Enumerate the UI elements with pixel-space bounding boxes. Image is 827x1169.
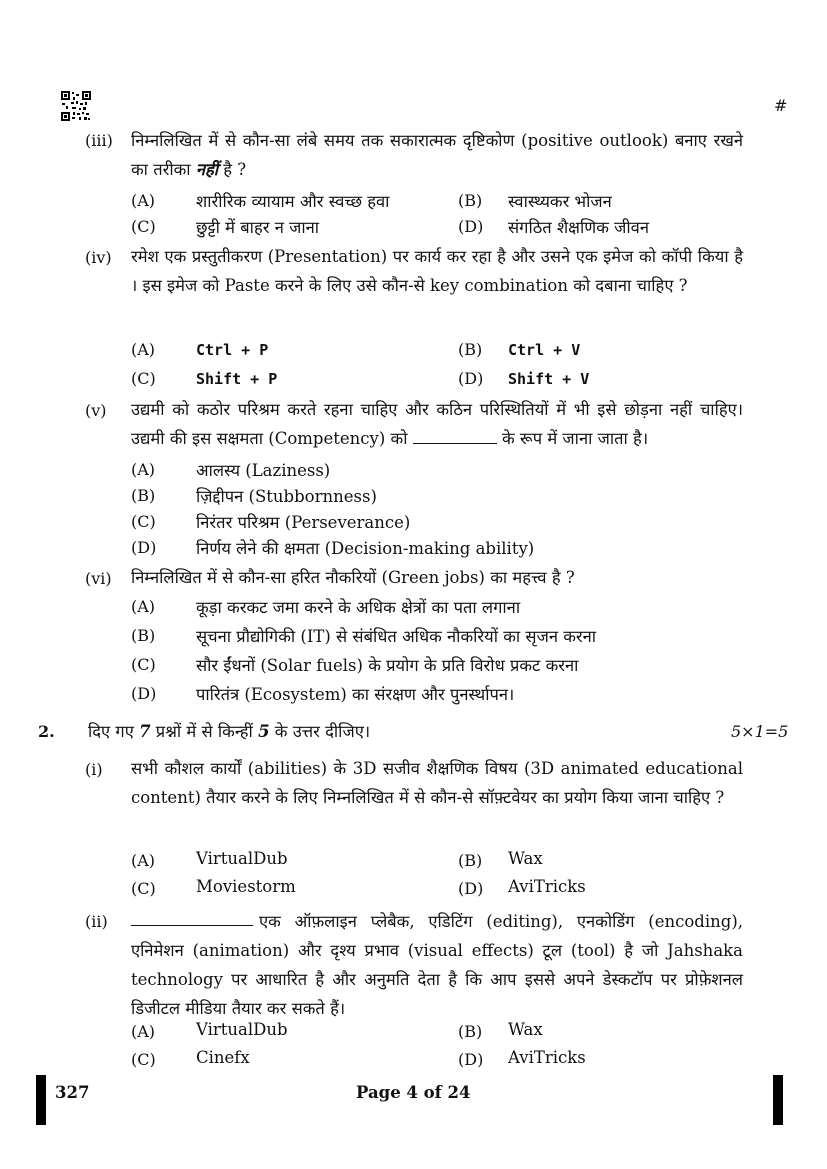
instruction-number: 5 (258, 722, 270, 741)
option-label: (B) (131, 486, 156, 505)
option-text: Cinefx (196, 1048, 250, 1067)
option-text: Ctrl + V (508, 341, 581, 359)
marks: 5×1=5 (731, 722, 789, 741)
option-label: (B) (458, 191, 483, 210)
question-number: (iii) (85, 131, 113, 150)
option-text: AviTricks (508, 1048, 586, 1067)
question-stem: निम्नलिखित में से कौन-सा हरित नौकरियों (Green jobs) का महत्त्व है ? (131, 568, 575, 587)
option-text: कूड़ा करकट जमा करने के अधिक क्षेत्रों का पता लगाना (196, 598, 521, 617)
instruction-text: के उत्तर दीजिए। (269, 722, 371, 741)
option-label: (D) (458, 879, 484, 898)
option-label: (C) (131, 655, 156, 674)
option-text: Wax (508, 1020, 543, 1039)
question-stem (131, 395, 743, 453)
hash-mark: # (774, 96, 788, 115)
option-label: (D) (458, 1050, 484, 1069)
option-label: (B) (458, 1022, 483, 1041)
option-label: (A) (131, 597, 156, 616)
question-stem: सभी कौशल कार्यों (abilities) के 3D सजीव शैक्षणिक विषय (3D animated educational content) तैयार करने के लिए निम्नलिखित में से कौन-से सॉफ़्टवेयर का प्रयोग किया जाना चाहिए ? (131, 759, 743, 807)
footer-bar-right (773, 1075, 783, 1125)
answer-blank (413, 429, 497, 444)
stem-text: के रूप में जाना जाता है। (496, 429, 649, 448)
option-label: (C) (131, 512, 156, 531)
answer-blank (131, 911, 253, 926)
option-text: Shift + P (196, 370, 278, 388)
option-text: VirtualDub (196, 1020, 288, 1039)
instruction-number: 7 (139, 722, 151, 741)
option-label: (A) (131, 1022, 156, 1041)
question-number: 2. (38, 722, 55, 741)
paper-code: 327 (55, 1083, 90, 1102)
option-text: Ctrl + P (196, 341, 269, 359)
option-label: (D) (458, 217, 484, 236)
option-label: (C) (131, 369, 156, 388)
option-text: VirtualDub (196, 849, 288, 868)
option-label: (A) (131, 851, 156, 870)
footer-bar-left (36, 1075, 46, 1125)
instruction-text: प्रश्नों में से किन्हीं (150, 722, 259, 741)
question-stem: एक ऑफ़लाइन प्लेबैक, एडिटिंग (editing), एनकोडिंग (encoding), एनिमेशन (animation) और दृश्य प्रभाव (visual effects) टूल (tool) है जो Jahshaka technology पर आधारित है और अनुमति देता है कि आप इससे अपने डेस्कटॉप पर प्रोफ़ेशनल डिजीटल मीडिया तैयार कर सकते हैं। (131, 912, 743, 1018)
question-number: (i) (85, 760, 103, 779)
qr-code-icon (61, 91, 91, 121)
option-text: स्वास्थ्यकर भोजन (508, 192, 612, 211)
question-number: (ii) (85, 912, 108, 931)
option-text: Shift + V (508, 370, 590, 388)
option-label: (B) (131, 626, 156, 645)
option-text: निर्णय लेने की क्षमता (Decision-making ability) (196, 539, 535, 558)
option-text: आलस्य (Laziness) (196, 461, 331, 480)
option-label: (D) (458, 369, 484, 388)
page-number: Page 4 of 24 (356, 1083, 471, 1102)
option-label: (A) (131, 191, 156, 210)
option-label: (C) (131, 1050, 156, 1069)
option-label: (C) (131, 879, 156, 898)
question-stem: रमेश एक प्रस्तुतीकरण (Presentation) पर कार्य कर रहा है और उसने एक इमेज को कॉपी किया है । इस इमेज को Paste करने के लिए उसे कौन-से key combination को दबाना चाहिए ? (131, 247, 743, 295)
option-label: (A) (131, 460, 156, 479)
option-label: (B) (458, 340, 483, 359)
stem-text: है ? (218, 160, 247, 179)
option-text: Moviestorm (196, 877, 296, 896)
option-text: शारीरिक व्यायाम और स्वच्छ हवा (196, 192, 390, 211)
option-text: निरंतर परिश्रम (Perseverance) (196, 513, 411, 532)
option-text: ज़िद्दीपन (Stubbornness) (196, 487, 377, 506)
option-label: (A) (131, 340, 156, 359)
option-text: छुट्टी में बाहर न जाना (196, 218, 320, 237)
option-text: Wax (508, 849, 543, 868)
question-number: (vi) (85, 569, 112, 588)
option-label: (D) (131, 684, 157, 703)
option-label: (C) (131, 217, 156, 236)
option-text: सूचना प्रौद्योगिकी (IT) से संबंधित अधिक नौकरियों का सृजन करना (196, 627, 597, 646)
option-text: संगठित शैक्षणिक जीवन (508, 218, 649, 237)
question-number: (iv) (85, 248, 112, 267)
option-text: सौर ईंधनों (Solar fuels) के प्रयोग के प्रति विरोध प्रकट करना (196, 656, 579, 675)
option-label: (D) (131, 538, 157, 557)
option-label: (B) (458, 851, 483, 870)
stem-text: उद्यमी को कठोर परिश्रम करते रहना चाहिए और कठिन परिस्थितियों में भी इसे छोड़ना नहीं चाहिए। उद्यमी की इस सक्षमता (Competency) को (131, 400, 743, 448)
option-text: AviTricks (508, 877, 586, 896)
option-text: पारितंत्र (Ecosystem) का संरक्षण और पुनर्स्थापन। (196, 685, 515, 704)
section-instruction (88, 719, 370, 742)
stem-text: निम्नलिखित में से कौन-सा लंबे समय तक सकारात्मक दृष्टिकोण (positive outlook) बनाए रखने का तरीका (131, 131, 743, 179)
question-number: (v) (85, 401, 107, 420)
stem-emphasis: नहीं (195, 160, 219, 179)
instruction-text: दिए गए (88, 722, 140, 741)
question-stem (131, 126, 743, 184)
